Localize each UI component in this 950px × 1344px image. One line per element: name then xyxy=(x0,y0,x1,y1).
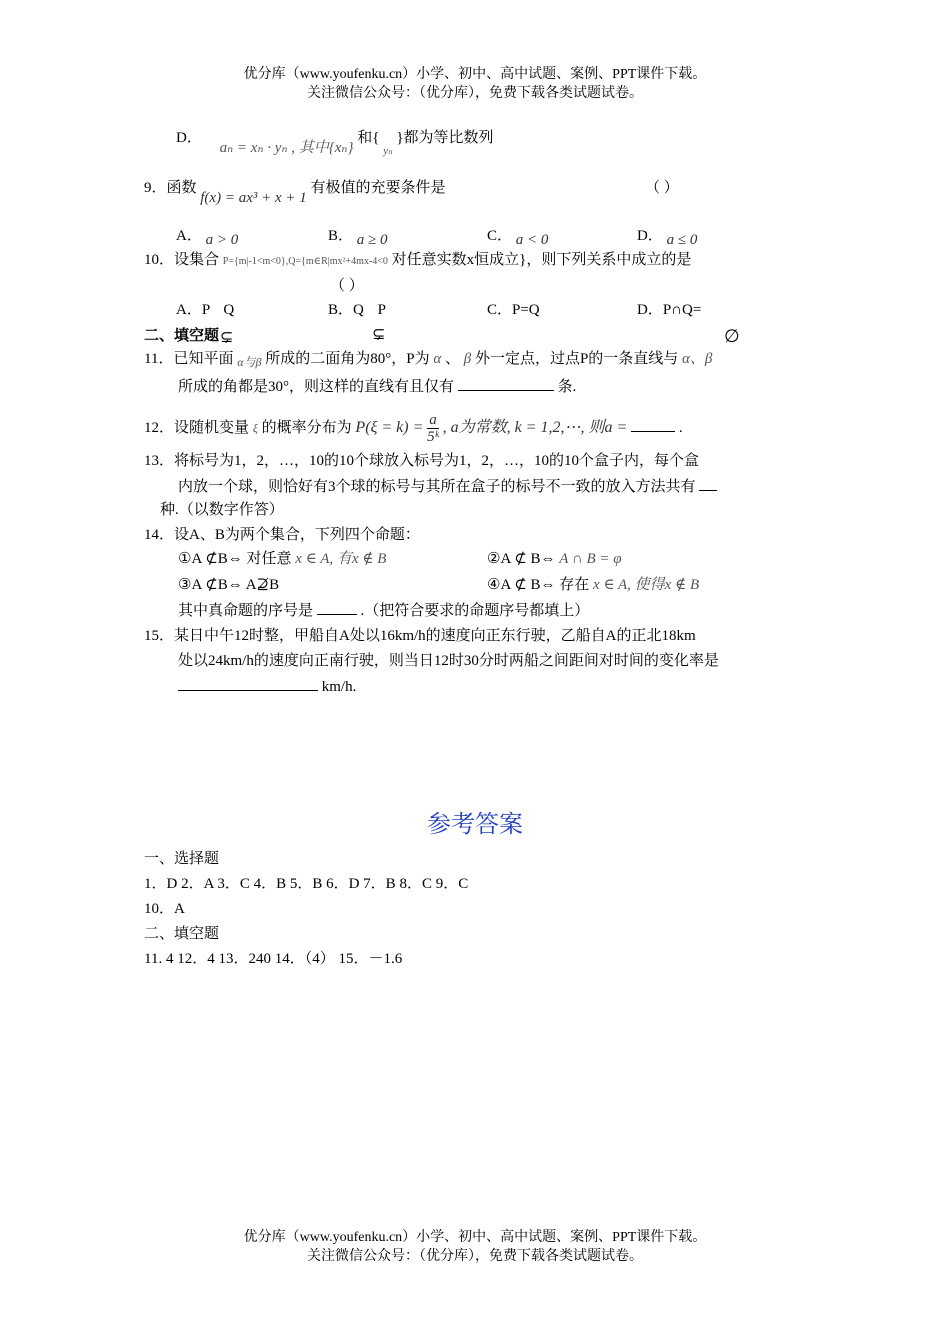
q12-numerator: a xyxy=(427,412,439,429)
q14-p1: ①A ⊄B⇔ 对任意 xyxy=(178,551,292,567)
q14-prop-1 xyxy=(178,549,386,569)
q8-d-formula: aₙ = xₙ · yₙ , 其中{xₙ} xyxy=(219,140,354,156)
q12-xi: ξ xyxy=(252,420,258,435)
q15-line-3 xyxy=(178,676,356,697)
q10-option-a xyxy=(176,300,234,320)
header-line-2: 关注微信公众号：（优分库），免费下载各类试题试卷。 xyxy=(307,86,643,101)
subset-symbol-b: ⊊ xyxy=(372,326,386,343)
footer-line-2: 关注微信公众号：（优分库），免费下载各类试题试卷。 xyxy=(307,1249,643,1264)
q12-fraction xyxy=(427,412,439,445)
q9-formula: f(x) = ax³ + x + 1 xyxy=(200,190,307,206)
answers-title: 参考答案 xyxy=(427,812,523,838)
q10-option-b xyxy=(328,300,386,320)
q11-line-2 xyxy=(178,376,576,397)
section-2-label: 二、填空题 xyxy=(144,328,220,344)
q15-l3: km/h. xyxy=(321,679,357,695)
q9-option-b xyxy=(328,226,388,246)
q11-ab2: α、β xyxy=(682,351,713,367)
option-rel: P xyxy=(377,302,386,318)
option-expr: a > 0 xyxy=(205,232,239,248)
q15-line-2: 处以24km/h的速度向正南行驶，则当日12时30分时两船之间距间对时间的变化率是 xyxy=(178,653,719,669)
q9-option-c xyxy=(487,226,548,246)
q12-denominator: 5ᵏ xyxy=(427,429,439,445)
q14-tail-a: 其中真命题的序号是 xyxy=(178,603,314,619)
q10-prefix: 10．设集合 xyxy=(144,252,220,268)
q12-end: . xyxy=(678,419,683,436)
option-label: B． xyxy=(328,228,354,244)
q12-line xyxy=(144,412,683,445)
q11-ab: α与β xyxy=(237,355,262,369)
option-label: A． xyxy=(176,228,202,244)
q9-option-a xyxy=(176,226,238,246)
subset-symbol-a: ⊊ xyxy=(220,329,234,346)
q13-l2: 内放一个球，则恰好有3个球的标号与其所在盒子的标号不一致的放入方法共有 xyxy=(178,479,696,495)
q14-tail-b: .（把符合要求的命题序号都填上） xyxy=(360,603,590,619)
q14-p2-math: A ∩ B = φ xyxy=(559,551,622,567)
empty-set-symbol: ∅ xyxy=(724,326,740,346)
q13-line-3: 种.（以数字作答） xyxy=(160,502,284,518)
q11-l1b: 所成的二面角为80°，P为 xyxy=(265,351,430,367)
q8-d-yn: yₙ xyxy=(383,145,393,157)
q9-prefix: 9．函数 xyxy=(144,180,197,196)
q10-option-d xyxy=(637,300,701,320)
q8-option-d xyxy=(176,128,494,157)
answers-section-1: 一、选择题 xyxy=(144,851,220,867)
q12-blank[interactable] xyxy=(631,417,675,432)
q14-p2: ②A ⊄ B⇔ xyxy=(487,551,556,567)
q12-tail: , a为常数, k = 1,2,⋯, 则a = xyxy=(442,418,628,436)
answers-row-1: 1．D 2．A 3．C 4．B 5．B 6．D 7．B 8．C 9．C xyxy=(144,876,469,892)
q15-line-1: 15．某日中午12时整，甲船自A处以16km/h的速度向正东行驶，乙船自A的正北18km xyxy=(144,628,696,644)
q11-l2a: 所成的角都是30°，则这样的直线有且仅有 xyxy=(178,379,455,395)
option-label: C．P=Q xyxy=(487,302,540,318)
q9-suffix: 有极值的充要条件是 xyxy=(310,180,446,196)
q14-prop-2 xyxy=(487,549,622,569)
option-label: C． xyxy=(487,228,513,244)
q9-paren: （ ） xyxy=(645,180,679,196)
option-expr: a ≤ 0 xyxy=(666,232,698,248)
q14-p1-math: x ∈ A, 有x ∉ B xyxy=(295,551,387,567)
q14-blank[interactable] xyxy=(317,600,357,615)
q11-blank[interactable] xyxy=(458,376,554,391)
q10-sets: P={m|-1<m<0},Q={m∈R|mx²+4mx-4<0 xyxy=(222,256,388,267)
q8-d-label: D． xyxy=(176,130,202,146)
q10-paren: （ ） xyxy=(330,278,364,294)
option-label: B．Q xyxy=(328,302,364,318)
q14-prop-3: ③A ⊄B⇔ A⊉B xyxy=(178,577,280,593)
q12-mid: 的概率分布为 xyxy=(261,419,352,436)
q11-l1a: 11．已知平面 xyxy=(144,351,234,367)
q14-tail xyxy=(178,600,589,621)
option-expr: a ≥ 0 xyxy=(356,232,388,248)
q15-blank[interactable] xyxy=(178,676,318,691)
q11-l1c: 、 xyxy=(444,351,460,367)
option-label: D． xyxy=(637,228,663,244)
option-expr: a < 0 xyxy=(515,232,549,248)
q11-beta: β xyxy=(463,351,472,367)
q10-stem xyxy=(144,250,691,272)
q11-l1d: 外一定点，过点P的一条直线与 xyxy=(474,351,679,367)
q10-option-c xyxy=(487,300,540,320)
q12-p-expr: P(ξ = k) = xyxy=(355,418,424,436)
q11-l2b: 条. xyxy=(557,379,577,395)
q9-option-d xyxy=(637,226,697,246)
footer-line-1: 优分库（www.youfenku.cn）小学、初中、高中试题、案例、PPT课件下载。 xyxy=(243,1230,707,1245)
q14-prop-4 xyxy=(487,575,699,595)
q8-d-and: 和{ xyxy=(357,130,380,146)
answers-row-3: 11. 4 12．4 13．240 14．（4） 15．－1.6 xyxy=(144,951,403,967)
q14-p4-math: x ∈ A, 使得x ∉ B xyxy=(593,577,700,593)
q13-line-2 xyxy=(178,476,717,497)
answers-row-2: 10．A xyxy=(144,901,185,917)
q10-suffix: 对任意实数x恒成立}，则下列关系中成立的是 xyxy=(391,252,692,268)
q13-line-1: 13．将标号为1，2，…，10的10个球放入标号为1，2，…，10的10个盒子内，每个盒 xyxy=(144,453,700,469)
q12-prefix: 12．设随机变量 xyxy=(144,419,250,436)
q8-d-tail: }都为等比数列 xyxy=(396,130,494,146)
header-line-1: 优分库（www.youfenku.cn）小学、初中、高中试题、案例、PPT课件下载。 xyxy=(243,67,707,82)
q13-blank[interactable] xyxy=(699,476,717,491)
q9-stem xyxy=(144,178,446,206)
option-label: A．P xyxy=(176,302,210,318)
q14-stem: 14．设A、B为两个集合，下列四个命题： xyxy=(144,527,420,543)
option-label: D．P∩Q= xyxy=(637,302,702,318)
q14-p4: ④A ⊄ B⇔ 存在 xyxy=(487,577,590,593)
answers-section-2: 二、填空题 xyxy=(144,926,220,942)
q11-alpha: α xyxy=(433,351,442,367)
q11-line-1 xyxy=(144,349,712,369)
option-rel: Q xyxy=(223,302,235,318)
